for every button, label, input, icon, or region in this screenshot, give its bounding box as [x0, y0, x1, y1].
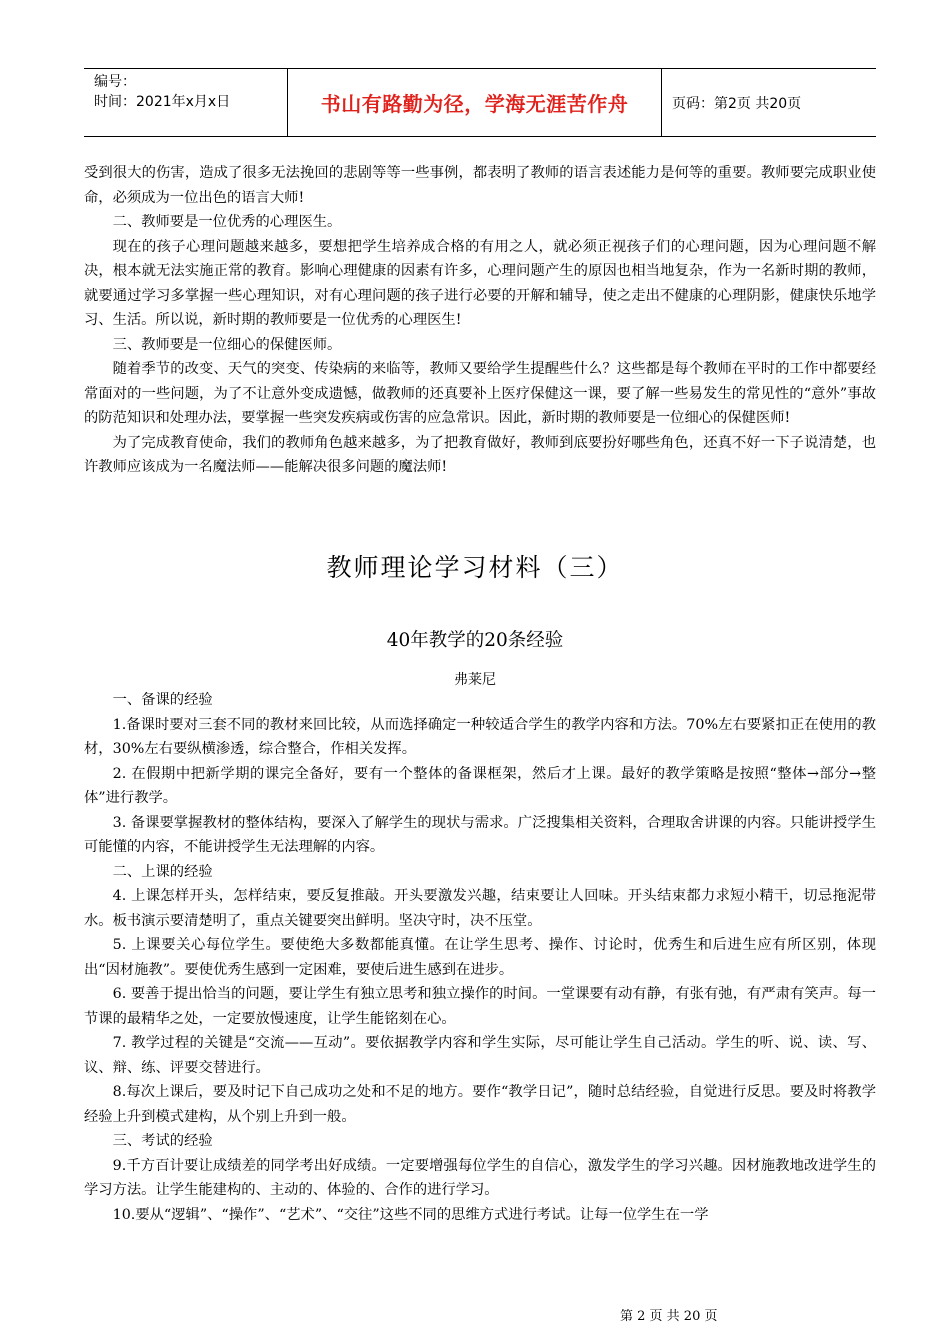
article-title: 40年教学的20条经验 [386, 630, 564, 651]
page-header [84, 68, 876, 137]
article-author: 弗莱尼 [454, 672, 496, 688]
paragraph: 为了完成教育使命，我们的教师角色越来越多，为了把教育做好，教师到底要扮好哪些角色，还真不好一下子说清楚，也许教师应该成为一名魔法师——能解决很多问题的魔法师! [84, 434, 876, 475]
paragraph: 三、教师要是一位细心的保健医师。 [112, 336, 342, 353]
page-footer: 第 2 页 共 20 页 [620, 1309, 718, 1324]
paragraph: 6. 要善于提出恰当的问题，要让学生有独立思考和独立操作的时间。一堂课要有动有静，有张有弛，有严肃有笑声。每一节课的最精华之处，一定要放慢速度，让学生能铭刻在心。 [84, 986, 876, 1027]
paragraph: 二、上课的经验 [112, 863, 213, 880]
document-time-label: 时间：2021年x月x日 [94, 94, 231, 110]
paragraph: 3. 备课要掌握教材的整体结构，要深入了解学生的现状与需求。广泛搜集相关资料，合理取舍讲课的内容。只能讲授学生可能懂的内容，不能讲授学生无法理解的内容。 [84, 814, 876, 855]
paragraph: 三、考试的经验 [112, 1133, 213, 1149]
paragraph: 受到很大的伤害，造成了很多无法挽回的悲剧等等一些事例，都表明了教师的语言表述能力是何等的重要。教师要完成职业使命，必须成为一位出色的语言大师! [84, 165, 876, 206]
body-text-bottom [84, 688, 876, 1227]
paragraph: 2. 在假期中把新学期的课完全备好，要有一个整体的备课框架，然后才上课。最好的教学策略是按照“整体→部分→整体”进行教学。 [84, 765, 876, 806]
paragraph: 9.千方百计要让成绩差的同学考出好成绩。一定要增强每位学生的自信心，激发学生的学习兴趣。因材施教地改进学生的学习方法。让学生能建构的、主动的、体验的、合作的进行学习。 [84, 1157, 876, 1198]
body-text-top [84, 161, 876, 480]
header-meta [84, 69, 287, 136]
paragraph: 二、教师要是一位优秀的心理医生。 [112, 214, 342, 230]
document-number-label: 编号： [94, 74, 136, 90]
paragraph: 4. 上课怎样开头，怎样结束，要反复推敲。开头要激发兴趣，结束要让人回味。开头结束都力求短小精干，切忌拖泥带水。板书演示要清楚明了，重点关键要突出鲜明。坚决守时，决不压堂。 [84, 888, 876, 929]
header-page-info: 页码：第2页 共20页 [672, 95, 802, 112]
paragraph: 7. 教学过程的关键是“交流——互动”。要依据教学内容和学生实际，尽可能让学生自己活动。学生的听、说、读、写、议、辩、练、评要交替进行。 [84, 1035, 876, 1076]
paragraph: 一、备课的经验 [112, 692, 213, 708]
paragraph: 随着季节的改变、天气的突变、传染病的来临等，教师又要给学生提醒些什么？这些都是每个教师在平时的工作中都要经常面对的一些问题，为了不让意外变成遗憾，做教师的还真要补上医疗保健这一课，要了解一些易发生的常见性的“意外”事故的防范知识和处理办法，要掌握一些突发疾病或伤害的应急常识。因此，新时期的教师要是一位细心的保健医师! [84, 361, 876, 426]
paragraph: 5. 上课要关心每位学生。要使绝大多数都能真懂。在让学生思考、操作、讨论时，优秀生和后进生应有所区别，体现出“因材施教”。要使优秀生感到一定困难，要使后进生感到在进步。 [84, 937, 876, 978]
paragraph: 10.要从“逻辑”、“操作”、“艺术”、“交往”这些不同的思维方式进行考试。让每一位学生在一学 [112, 1206, 709, 1223]
paragraph: 现在的孩子心理问题越来越多，要想把学生培养成合格的有用之人，就必须正视孩子们的心理问题，因为心理问题不解决，根本就无法实施正常的教育。影响心理健康的因素有许多，心理问题产生的原因也相当地复杂，作为一名新时期的教师，就要通过学习多掌握一些心理知识，对有心理问题的孩子进行必要的开解和辅导，使之走出不健康的心理阴影，健康快乐地学习、生活。所以说，新时期的教师要是一位优秀的心理医生! [84, 238, 876, 328]
header-motto: 书山有路勤为径，学海无涯苦作舟 [287, 69, 662, 136]
paragraph: 1.备课时要对三套不同的教材来回比较，从而选择确定一种较适合学生的教学内容和方法。70%左右要紧扣正在使用的教材，30%左右要纵横渗透，综合整合，作相关发挥。 [84, 716, 876, 757]
paragraph: 8.每次上课后，要及时记下自己成功之处和不足的地方。要作“教学日记”，随时总结经验，自觉进行反思。要及时将教学经验上升到模式建构，从个别上升到一般。 [84, 1084, 876, 1125]
section-title: 教师理论学习材料（三） [326, 553, 624, 582]
